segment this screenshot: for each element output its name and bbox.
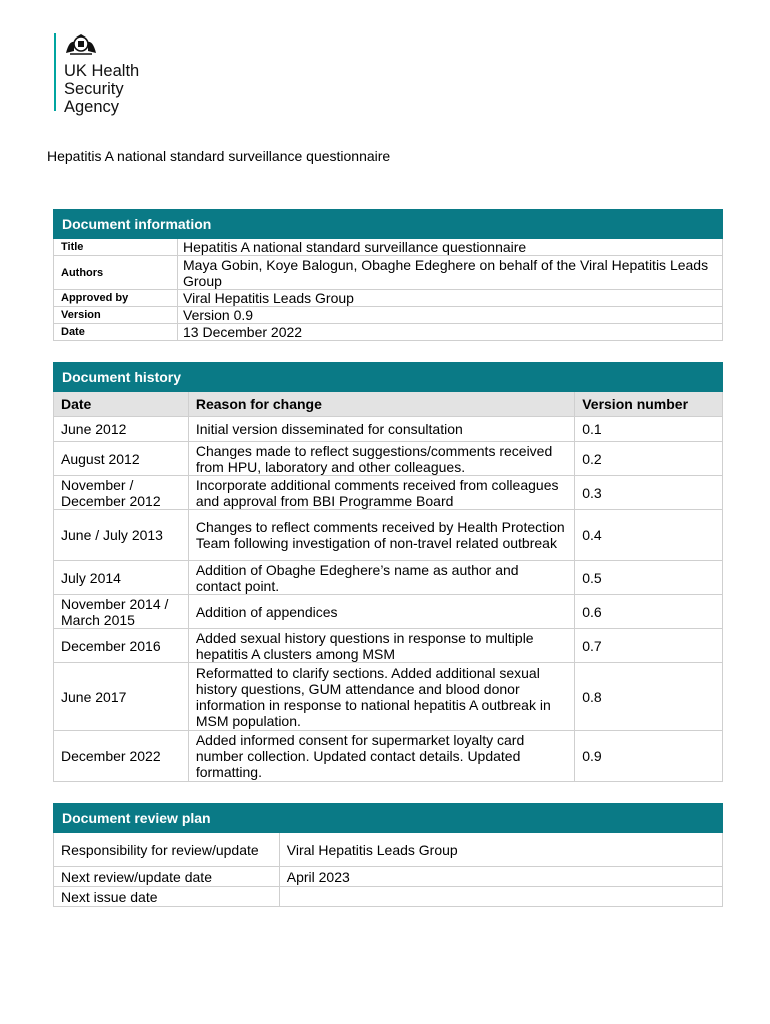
history-row [54, 595, 723, 629]
history-version: 0.1 [575, 417, 723, 442]
info-label: Title [54, 239, 178, 256]
review-label: Next review/update date [54, 867, 280, 887]
review-label: Responsibility for review/update [54, 833, 280, 867]
review-value [279, 887, 722, 907]
info-value: Version 0.9 [178, 307, 723, 324]
document-information-header: Document information [54, 210, 723, 239]
history-date: November / December 2012 [54, 476, 189, 510]
info-label: Version [54, 307, 178, 324]
history-row [54, 561, 723, 595]
info-value: 13 December 2022 [178, 324, 723, 341]
review-value: Viral Hepatitis Leads Group [279, 833, 722, 867]
history-reason: Addition of appendices [188, 595, 574, 629]
history-version: 0.3 [575, 476, 723, 510]
history-reason: Added sexual history questions in response to multiple hepatitis A clusters among MSM [188, 629, 574, 663]
info-row-version [54, 307, 723, 324]
document-history-table [53, 362, 723, 782]
info-label: Approved by [54, 290, 178, 307]
review-row [54, 867, 723, 887]
review-label: Next issue date [54, 887, 280, 907]
history-reason: Reformatted to clarify sections. Added additional sexual history questions, GUM attendance and blood donor information in response to national hepatitis A outbreak in MSM population. [188, 663, 574, 731]
history-date: June 2012 [54, 417, 189, 442]
column-header-reason: Reason for change [188, 392, 574, 417]
history-row [54, 663, 723, 731]
info-value: Hepatitis A national standard surveillance questionnaire [178, 239, 723, 256]
info-label: Authors [54, 256, 178, 290]
ukhsa-logo [54, 33, 140, 116]
info-row-approved-by [54, 290, 723, 307]
logo-line-2: Security [64, 80, 124, 98]
history-date: June 2017 [54, 663, 189, 731]
info-label: Date [54, 324, 178, 341]
history-date: December 2022 [54, 731, 189, 782]
history-version: 0.4 [575, 510, 723, 561]
info-value: Maya Gobin, Koye Balogun, Obaghe Edeghere on behalf of the Viral Hepatitis Leads Group [178, 256, 723, 290]
document-review-plan-header: Document review plan [54, 804, 723, 833]
logo-line-3: Agency [64, 98, 120, 116]
document-review-plan-table [53, 803, 723, 907]
history-row [54, 629, 723, 663]
history-reason: Initial version disseminated for consultation [188, 417, 574, 442]
info-value: Viral Hepatitis Leads Group [178, 290, 723, 307]
history-reason: Added informed consent for supermarket loyalty card number collection. Updated contact details. Updated formatting. [188, 731, 574, 782]
history-row [54, 510, 723, 561]
info-row-authors [54, 256, 723, 290]
column-header-date: Date [54, 392, 189, 417]
review-row [54, 887, 723, 907]
history-version: 0.5 [575, 561, 723, 595]
history-date: June / July 2013 [54, 510, 189, 561]
logo-line-1: UK Health [64, 62, 140, 80]
history-row [54, 442, 723, 476]
review-value: April 2023 [279, 867, 722, 887]
history-version: 0.7 [575, 629, 723, 663]
history-date: December 2016 [54, 629, 189, 663]
info-row-date [54, 324, 723, 341]
royal-crest-icon [64, 33, 98, 55]
history-reason: Changes made to reflect suggestions/comments received from HPU, laboratory and other colleagues. [188, 442, 574, 476]
history-date: July 2014 [54, 561, 189, 595]
history-reason: Incorporate additional comments received from colleagues and approval from BBI Programme Board [188, 476, 574, 510]
history-date: August 2012 [54, 442, 189, 476]
history-reason: Changes to reflect comments received by Health Protection Team following investigation of non-travel related outbreak [188, 510, 574, 561]
review-row [54, 833, 723, 867]
column-header-version: Version number [575, 392, 723, 417]
history-row [54, 731, 723, 782]
history-version: 0.8 [575, 663, 723, 731]
document-title: Hepatitis A national standard surveillance questionnaire [47, 148, 391, 164]
history-version: 0.2 [575, 442, 723, 476]
history-version: 0.9 [575, 731, 723, 782]
history-version: 0.6 [575, 595, 723, 629]
info-row-title [54, 239, 723, 256]
logo-wordmark [64, 62, 139, 116]
document-information-table [53, 209, 723, 341]
history-row [54, 417, 723, 442]
history-row [54, 476, 723, 510]
history-reason: Addition of Obaghe Edeghere’s name as author and contact point. [188, 561, 574, 595]
history-date: November 2014 / March 2015 [54, 595, 189, 629]
document-history-header: Document history [54, 363, 723, 392]
